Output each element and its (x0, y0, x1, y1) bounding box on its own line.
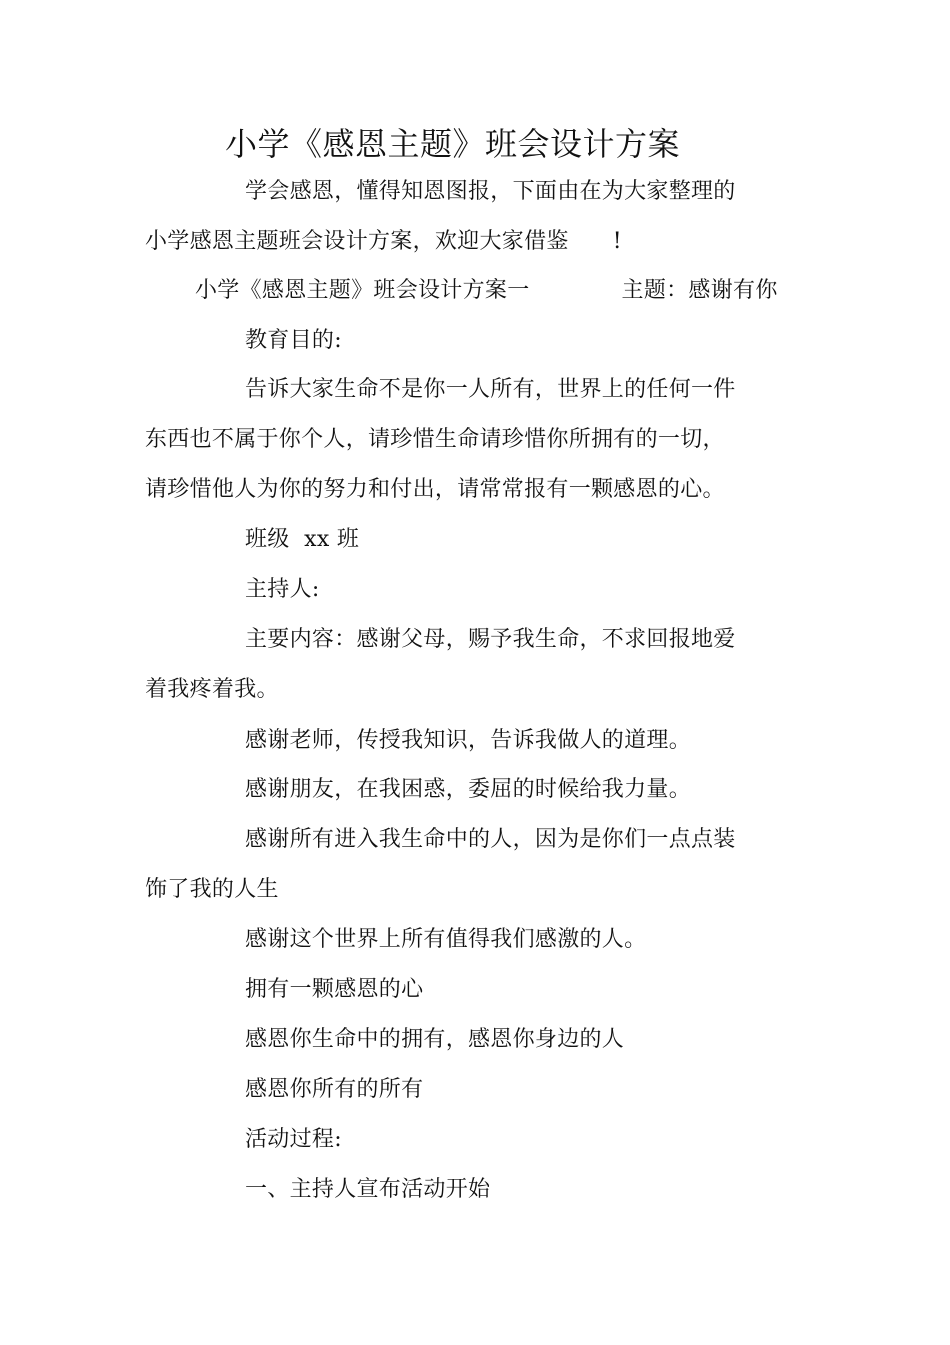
thanks-all-line-1: 感谢所有进入我生命中的人，因为是你们一点点装 (245, 827, 736, 852)
thanks-friend-line: 感谢朋友，在我困惑，委屈的时候给我力量。 (245, 777, 692, 802)
goal-line-2: 东西也不属于你个人，请珍惜生命请珍惜你所拥有的一切， (145, 427, 725, 452)
grateful-heart-line-3: 感恩你所有的所有 (245, 1077, 424, 1102)
process-heading: 活动过程: (245, 1127, 342, 1152)
goal-line-1: 告诉大家生命不是你一人所有，世界上的任何一件 (245, 377, 736, 402)
goal-line-3: 请珍惜他人为你的努力和付出，请常常报有一颗感恩的心。 (145, 477, 725, 502)
main-content-line-1: 主要内容：感谢父母，赐予我生命，不求回报地爱 (245, 627, 736, 652)
process-step-1: 一、主持人宣布活动开始 (245, 1177, 491, 1202)
intro-line-2-text: 小学感恩主题班会设计方案，欢迎大家借鉴 (145, 229, 569, 254)
thanks-all-line-2: 饰了我的人生 (145, 877, 279, 902)
plan-subtitle (195, 276, 778, 306)
plan-subtitle-name: 小学《感恩主题》班会设计方案一 (195, 278, 530, 303)
grateful-heart-line-2: 感恩你生命中的拥有，感恩你身边的人 (245, 1027, 625, 1052)
class-line: 班级 xx 班 (245, 527, 360, 552)
grateful-heart-line-1: 拥有一颗感恩的心 (245, 977, 424, 1002)
intro-paragraph-line-1: 学会感恩，懂得知恩图报，下面由在为大家整理的 (245, 179, 736, 204)
plan-theme: 主题：感谢有你 (621, 278, 778, 303)
intro-paragraph-line-2 (145, 227, 622, 257)
goal-heading: 教育目的: (245, 328, 342, 353)
thanks-teacher-line: 感谢老师，传授我知识，告诉我做人的道理。 (245, 728, 692, 753)
intro-line-2-exclamation: ! (612, 229, 622, 254)
thanks-world-line: 感谢这个世界上所有值得我们感激的人。 (245, 927, 647, 952)
host-line: 主持人: (245, 577, 320, 602)
main-content-line-2: 着我疼着我。 (145, 677, 279, 702)
document-title: 小学《感恩主题》班会设计方案 (224, 125, 680, 163)
